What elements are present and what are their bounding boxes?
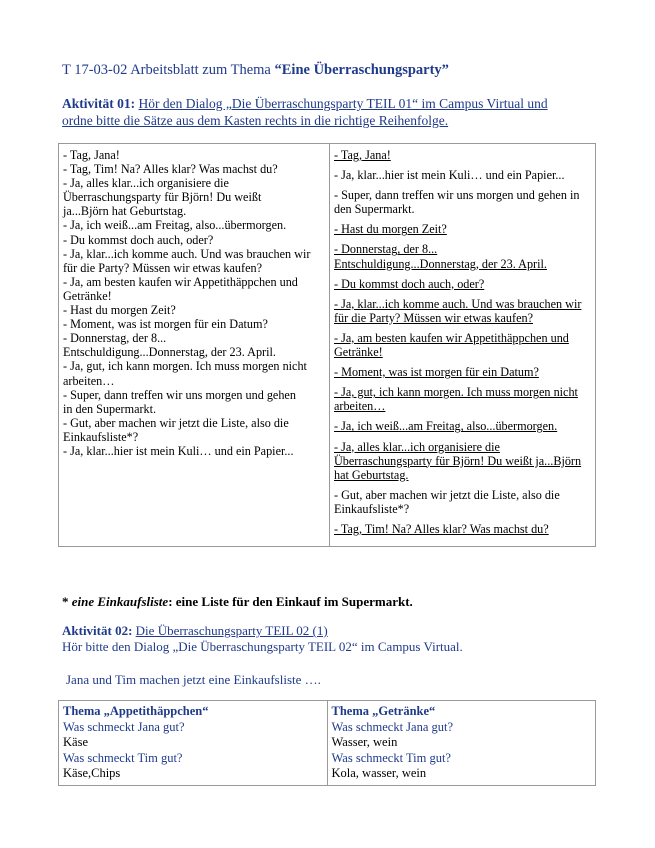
appetizer-answer-tim[interactable]: Käse,Chips (63, 766, 121, 780)
sentence-option[interactable]: - Ja, klar...hier ist mein Kuli… und ein Papier... (334, 168, 565, 183)
sentence-option[interactable]: - Donnerstag, der 8... Entschuldigung...Donnerstag, der 23. April. (334, 242, 547, 271)
dialog-line: - Ja, ich weiß...am Freitag, also...übermorgen. (63, 218, 287, 233)
dialog-line: - Tag, Jana! (63, 148, 120, 162)
appetizer-answer-jana[interactable]: Käse (63, 735, 88, 749)
sentence-option[interactable]: - Gut, aber machen wir jetzt die Liste, also die Einkaufsliste*? (334, 487, 560, 516)
dialog-line: - Ja, klar...hier ist mein Kuli… und ein Papier... (63, 443, 294, 458)
appetizer-column (59, 701, 328, 786)
dialog-line: - Donnerstag, der 8... (63, 331, 167, 346)
sentence-option[interactable]: - Hast du morgen Zeit? (334, 222, 447, 237)
activity1-line2[interactable]: ordne bitte die Sätze aus dem Kasten rechts in die richtige Reihenfolge. (62, 113, 449, 128)
footnote-star: * (62, 594, 72, 609)
dialog-line: - Hast du morgen Zeit? (63, 303, 176, 318)
dialog-line: Einkaufsliste*? (63, 429, 139, 444)
dialog-left-column (59, 144, 330, 547)
dialog-line: - Ja, alles klar...ich organisiere die (63, 176, 229, 191)
appetizer-question-tim: Was schmeckt Tim gut? (63, 750, 183, 765)
dialog-line: ja...Björn hat Geburtstag. (63, 204, 187, 219)
footnote (62, 594, 413, 610)
footnote-definition: : eine Liste für den Einkauf im Supermarkt. (168, 594, 413, 609)
dialog-line: Getränke! (63, 288, 112, 303)
sentence-option[interactable]: - Ja, klar...ich komme auch. Und was brauchen wir für die Party? Müssen wir etwas kaufen? (334, 296, 582, 325)
dialog-line: - Gut, aber machen wir jetzt die Liste, also die (63, 415, 289, 430)
activity1-label: Aktivität 01: (62, 96, 136, 111)
title-topic: “Eine Überraschungsparty” (274, 62, 449, 78)
sentence-option[interactable]: - Ja, gut, ich kann morgen. Ich muss morgen nicht arbeiten… (334, 385, 578, 414)
sentence-option[interactable]: - Moment, was ist morgen für ein Datum? (334, 365, 539, 380)
drinks-column (327, 701, 596, 786)
shopping-intro: Jana und Tim machen jetzt eine Einkaufsliste …. (66, 672, 321, 687)
sentence-option[interactable]: - Ja, am besten kaufen wir Appetithäppchen und Getränke! (334, 330, 569, 360)
drinks-question-jana: Was schmeckt Jana gut? (331, 719, 454, 734)
shopping-table (58, 700, 596, 786)
activity2-instruction (62, 623, 463, 655)
drinks-question-tim: Was schmeckt Tim gut? (331, 750, 451, 765)
appetizer-question-jana: Was schmeckt Jana gut? (63, 719, 185, 734)
activity1-instruction (62, 95, 582, 129)
dialog-table (58, 143, 596, 547)
dialog-line: - Super, dann treffen wir uns morgen und gehen (63, 387, 296, 402)
dialog-line: Überraschungsparty für Björn! Du weißt (63, 190, 262, 205)
dialog-line: - Ja, klar...ich komme auch. Und was brauchen wir (63, 246, 311, 261)
dialog-line: für die Party? Müssen wir etwas kaufen? (63, 260, 262, 275)
dialog-line: Entschuldigung...Donnerstag, der 23. April. (63, 345, 276, 360)
dialog-line: - Moment, was ist morgen für ein Datum? (63, 317, 268, 332)
footnote-term: eine Einkaufsliste (71, 594, 169, 609)
activity1-line1[interactable]: Hör den Dialog „Die Überraschungsparty TEIL 01“ im Campus Virtual und (138, 96, 548, 111)
dialog-line: - Ja, am besten kaufen wir Appetithäppchen und (63, 274, 298, 289)
sentence-option[interactable]: - Ja, ich weiß...am Freitag, also...übermorgen. (334, 419, 558, 434)
sentence-option[interactable]: - Tag, Jana! (334, 148, 391, 162)
drinks-header: Thema „Getränke“ (331, 704, 436, 718)
drinks-answer-tim[interactable]: Kola, wasser, wein (331, 766, 427, 780)
activity2-link[interactable]: Die Überraschungsparty TEIL 02 (1) (135, 623, 328, 638)
sentence-option[interactable]: - Super, dann treffen wir uns morgen und gehen in den Supermarkt. (334, 188, 580, 217)
activity2-line2: Hör bitte den Dialog „Die Überraschungsparty TEIL 02“ im Campus Virtual. (62, 639, 463, 654)
dialog-right-column (330, 144, 596, 547)
sentence-option[interactable]: - Ja, alles klar...ich organisiere die Überraschungsparty für Björn! Du weißt ja...Björn hat Geburtstag. (334, 439, 582, 482)
page-title (62, 62, 449, 79)
title-prefix: T 17-03-02 Arbeitsblatt zum Thema (62, 62, 275, 78)
appetizer-header: Thema „Appetithäppchen“ (63, 704, 209, 718)
activity2-label: Aktivität 02: (62, 623, 133, 638)
dialog-line: arbeiten… (63, 373, 115, 388)
dialog-line: - Ja, gut, ich kann morgen. Ich muss morgen nicht (63, 359, 307, 374)
drinks-answer-jana[interactable]: Wasser, wein (331, 735, 398, 749)
dialog-line: in den Supermarkt. (63, 401, 157, 416)
dialog-line: - Tag, Tim! Na? Alles klar? Was machst du? (63, 162, 278, 177)
sentence-option[interactable]: - Tag, Tim! Na? Alles klar? Was machst du? (334, 521, 549, 536)
dialog-line: - Du kommst doch auch, oder? (63, 232, 214, 247)
sentence-option[interactable]: - Du kommst doch auch, oder? (334, 276, 485, 291)
